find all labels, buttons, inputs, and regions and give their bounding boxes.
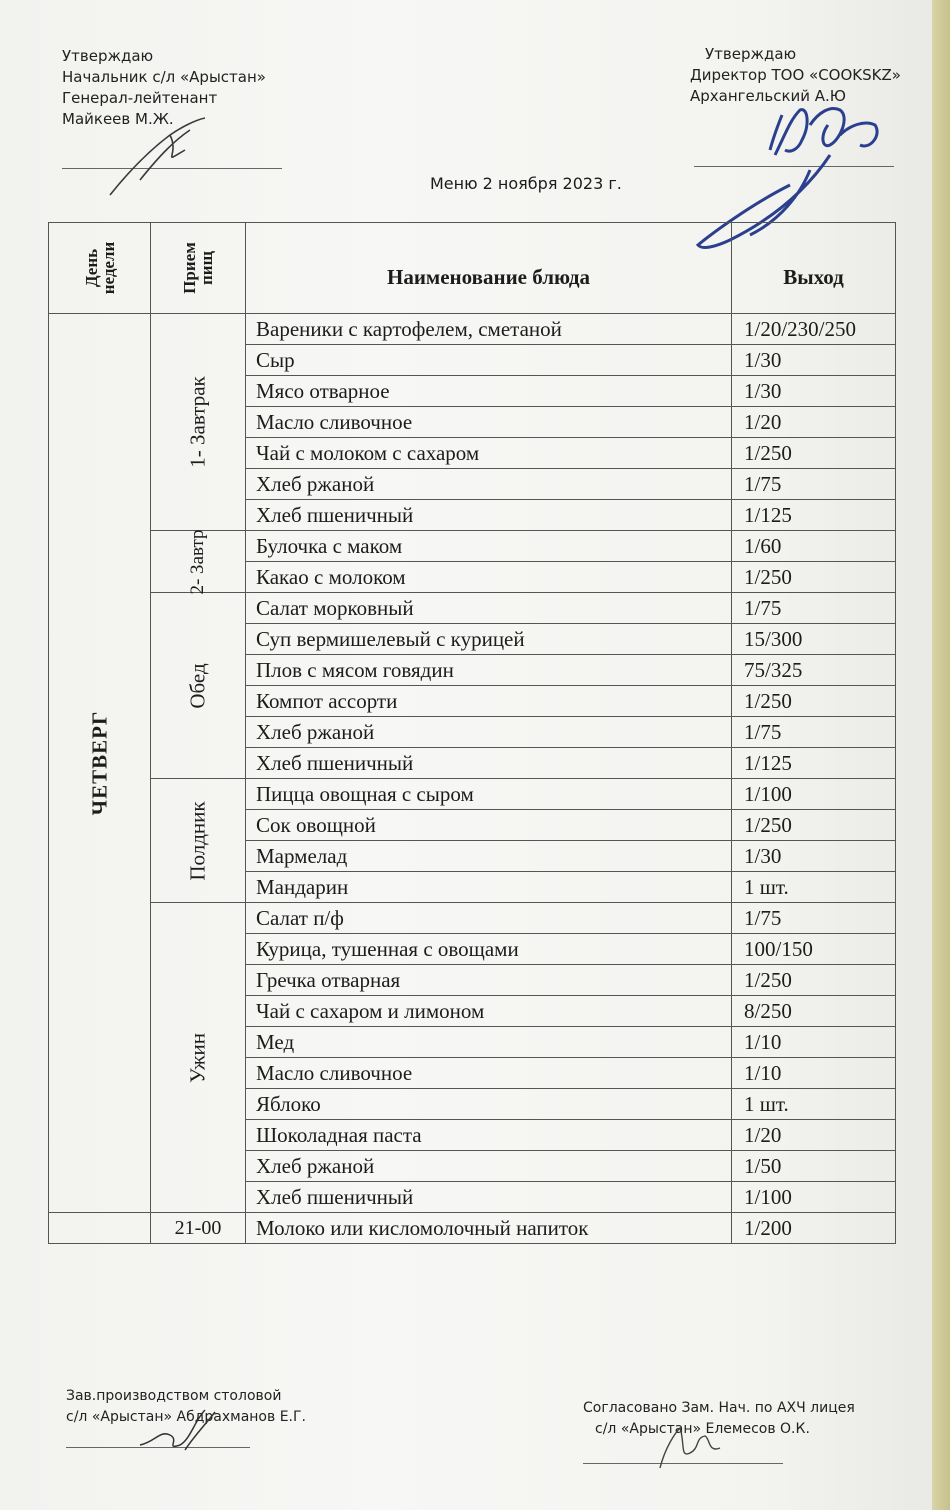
dish-output: 1/30	[732, 376, 896, 407]
table-row	[49, 531, 896, 562]
approval-left-line3: Генерал-лейтенант	[62, 89, 218, 107]
dish-output: 1/10	[732, 1027, 896, 1058]
dish-output: 8/250	[732, 996, 896, 1027]
dish-output: 1/100	[732, 1182, 896, 1213]
dish-name: Мясо отварное	[246, 376, 732, 407]
footer-right-line1: Согласовано Зам. Нач. по АХЧ лицея	[583, 1400, 855, 1416]
day-cell-empty	[49, 1213, 151, 1244]
dish-output: 1/250	[732, 810, 896, 841]
table-header-row	[49, 223, 896, 314]
header-dish: Наименование блюда	[246, 223, 732, 314]
day-label: ЧЕТВЕРГ	[87, 710, 111, 816]
table-row	[49, 593, 896, 624]
dish-output: 1/75	[732, 903, 896, 934]
table-row	[49, 314, 896, 345]
dish-name: Чай с сахаром и лимоном	[246, 996, 732, 1027]
dish-output: 1/200	[732, 1213, 896, 1244]
dish-output: 1/20	[732, 407, 896, 438]
page-edge	[932, 0, 950, 1510]
header-output: Выход	[732, 223, 896, 314]
menu-title: Меню 2 ноября 2023 г.	[430, 174, 622, 193]
dish-output: 1 шт.	[732, 872, 896, 903]
table-row	[49, 1213, 896, 1244]
table-row	[49, 779, 896, 810]
meal-cell-lunch	[151, 593, 246, 779]
approval-left-line1: Утверждаю	[62, 47, 154, 65]
dish-name: Сок овощной	[246, 810, 732, 841]
approval-right-line3: Архангельский А.Ю	[690, 87, 846, 105]
dish-output: 1/250	[732, 562, 896, 593]
dish-name: Молоко или кисломолочный напиток	[246, 1213, 732, 1244]
table-row	[49, 903, 896, 934]
signature-left	[100, 110, 220, 210]
dish-name: Чай с молоком с сахаром	[246, 438, 732, 469]
header-meal: Прием пищ	[180, 242, 216, 294]
menu-table	[48, 222, 896, 1244]
dish-name: Курица, тушенная с овощами	[246, 934, 732, 965]
dish-name: Пицца овощная с сыром	[246, 779, 732, 810]
dish-output: 1/250	[732, 686, 896, 717]
dish-output: 1/30	[732, 841, 896, 872]
dish-name: Вареники с картофелем, сметаной	[246, 314, 732, 345]
approval-left-line4: Майкеев М.Ж.	[62, 110, 174, 128]
dish-name: Компот ассорти	[246, 686, 732, 717]
meal-cell-breakfast2	[151, 528, 246, 595]
approval-right-line1: Утверждаю	[705, 45, 797, 63]
dish-name: Булочка с маком	[246, 531, 732, 562]
dish-output: 100/150	[732, 934, 896, 965]
dish-name: Салат морковный	[246, 593, 732, 624]
dish-output: 1/10	[732, 1058, 896, 1089]
dish-output: 1/250	[732, 438, 896, 469]
dish-output: 1/20	[732, 1120, 896, 1151]
dish-output: 75/325	[732, 655, 896, 686]
dish-output: 15/300	[732, 624, 896, 655]
meal-label-dinner: Ужин	[185, 1032, 210, 1083]
header-day: День недели	[81, 241, 118, 295]
footer-right-line2: с/л «Арыстан» Елемесов О.К.	[595, 1421, 810, 1437]
meal-cell-breakfast1	[151, 314, 246, 531]
dish-name: Шоколадная паста	[246, 1120, 732, 1151]
header-day-cell	[49, 223, 151, 314]
dish-output: 1/125	[732, 748, 896, 779]
dish-output: 1/75	[732, 469, 896, 500]
meal-cell-snack	[151, 779, 246, 903]
dish-name: Салат п/ф	[246, 903, 732, 934]
dish-output: 1/30	[732, 345, 896, 376]
dish-name: Гречка отварная	[246, 965, 732, 996]
meal-label-snack: Полдник	[185, 800, 210, 881]
dish-output: 1/60	[732, 531, 896, 562]
dish-output: 1 шт.	[732, 1089, 896, 1120]
footer-signature-left	[135, 1400, 225, 1460]
day-cell	[49, 314, 151, 1213]
meal-label-breakfast2: 2- Завтр	[187, 528, 208, 595]
dish-name: Мармелад	[246, 841, 732, 872]
dish-name: Хлеб пшеничный	[246, 748, 732, 779]
footer-left-line2: с/л «Арыстан» Абдрахманов Е.Г.	[66, 1409, 306, 1425]
dish-name: Яблоко	[246, 1089, 732, 1120]
dish-name: Хлеб пшеничный	[246, 500, 732, 531]
dish-name: Хлеб ржаной	[246, 469, 732, 500]
dish-output: 1/125	[732, 500, 896, 531]
dish-name: Хлеб ржаной	[246, 1151, 732, 1182]
dish-output: 1/75	[732, 593, 896, 624]
meal-cell-dinner	[151, 903, 246, 1213]
meal-label-lunch: Обед	[185, 662, 210, 709]
dish-name: Хлеб пшеничный	[246, 1182, 732, 1213]
meal-label-late: 21-00	[151, 1213, 246, 1244]
dish-output: 1/250	[732, 965, 896, 996]
dish-name: Суп вермишелевый с курицей	[246, 624, 732, 655]
dish-name: Хлеб ржаной	[246, 717, 732, 748]
dish-name: Масло сливочное	[246, 407, 732, 438]
dish-output: 1/75	[732, 717, 896, 748]
dish-name: Сыр	[246, 345, 732, 376]
footer-signature-right	[650, 1418, 730, 1478]
approval-right-line2: Директор ТОО «COOKSKZ»	[690, 66, 901, 84]
footer-left-line1: Зав.производством столовой	[66, 1388, 282, 1404]
dish-name: Мандарин	[246, 872, 732, 903]
dish-output: 1/20/230/250	[732, 314, 896, 345]
meal-label-breakfast1: 1- Завтрак	[185, 376, 210, 468]
approval-left-line2: Начальник с/л «Арыстан»	[62, 68, 266, 86]
dish-name: Какао с молоком	[246, 562, 732, 593]
dish-name: Плов с мясом говядин	[246, 655, 732, 686]
header-meal-cell	[151, 223, 246, 314]
dish-name: Масло сливочное	[246, 1058, 732, 1089]
dish-name: Мед	[246, 1027, 732, 1058]
dish-output: 1/100	[732, 779, 896, 810]
dish-output: 1/50	[732, 1151, 896, 1182]
